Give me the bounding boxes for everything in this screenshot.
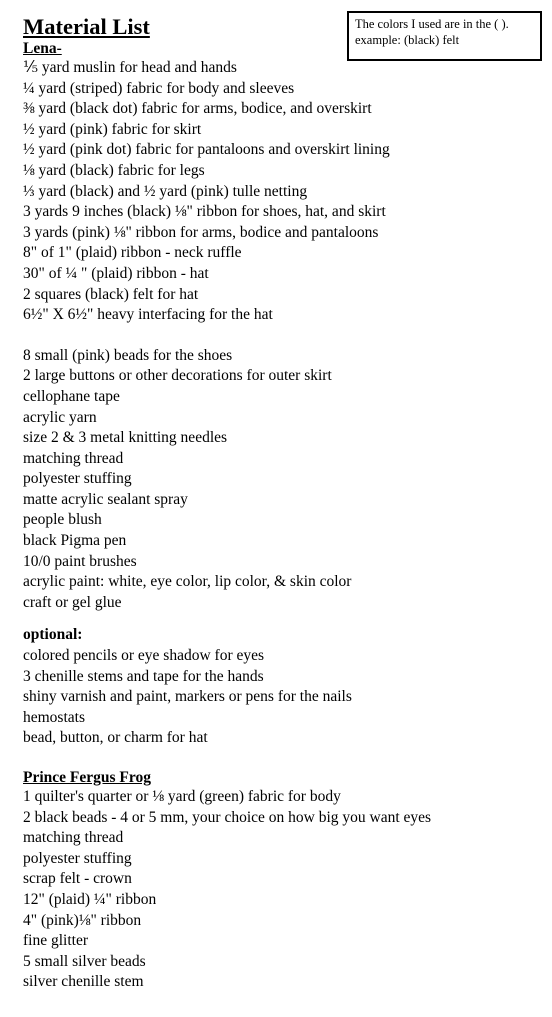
list-item: 2 black beads - 4 or 5 mm, your choice on how big you want eyes: [23, 808, 432, 826]
list-item: ⅕ yard muslin for head and hands: [23, 59, 237, 76]
list-item: ⅜ yard (black dot) fabric for arms, bodice, and overskirt: [23, 100, 372, 118]
list-item: 3 chenille stems and tape for the hands: [23, 667, 264, 685]
list-item: people blush: [23, 511, 102, 529]
list-item: polyester stuffing: [23, 470, 132, 488]
list-item: ¼ yard (striped) fabric for body and sleeves: [23, 79, 295, 97]
list-item: 3 yards 9 inches (black) ⅛" ribbon for shoes, hat, and skirt: [23, 203, 386, 221]
list-item: 4" (pink)⅛" ribbon: [23, 911, 142, 929]
list-item: matching thread: [23, 829, 124, 847]
list-item: silver chenille stem: [23, 973, 144, 991]
list-item: 10/0 paint brushes: [23, 552, 137, 570]
list-item: hemostats: [23, 708, 85, 726]
list-item: craft or gel glue: [23, 593, 122, 611]
list-item: 8" of 1" (plaid) ribbon - neck ruffle: [23, 244, 242, 262]
material-list-page: [23, 14, 543, 993]
list-item: ½ yard (pink) fabric for skirt: [23, 120, 202, 138]
lena-heading: Lena-: [23, 40, 62, 57]
spacer: [23, 326, 543, 346]
list-item: 12" (plaid) ¼" ribbon: [23, 890, 157, 908]
lena-supplies-list: [23, 346, 543, 614]
list-item: size 2 & 3 metal knitting needles: [23, 429, 228, 447]
spacer: [23, 749, 543, 769]
color-note-line-1: The colors I used are in the ( ).: [355, 17, 509, 31]
spacer: [23, 613, 543, 625]
frog-heading: Prince Fergus Frog: [23, 769, 151, 786]
list-item: 30" of ¼ " (plaid) ribbon - hat: [23, 264, 209, 282]
frog-list: [23, 787, 543, 993]
list-item: ⅓ yard (black) and ½ yard (pink) tulle netting: [23, 182, 308, 200]
list-item: acrylic paint: white, eye color, lip color, & skin color: [23, 573, 352, 591]
list-item: fine glitter: [23, 932, 88, 950]
list-item: 3 yards (pink) ⅛" ribbon for arms, bodice and pantaloons: [23, 223, 379, 241]
list-item: cellophane tape: [23, 387, 120, 405]
frog-section: [23, 769, 543, 993]
list-item: bead, button, or charm for hat: [23, 729, 208, 747]
list-item: 5 small silver beads: [23, 952, 146, 970]
list-item: polyester stuffing: [23, 849, 132, 867]
list-item: acrylic yarn: [23, 408, 97, 426]
list-item: 6½" X 6½" heavy interfacing for the hat: [23, 306, 273, 324]
list-item: 2 large buttons or other decorations for outer skirt: [23, 367, 332, 385]
list-item: black Pigma pen: [23, 532, 127, 550]
list-item: 8 small (pink) beads for the shoes: [23, 346, 233, 364]
list-item: 1 quilter's quarter or ⅛ yard (green) fabric for body: [23, 788, 341, 805]
list-item: shiny varnish and paint, markers or pens for the nails: [23, 688, 352, 706]
page-title: Material List: [23, 14, 150, 39]
list-item: scrap felt - crown: [23, 870, 132, 888]
list-item: matching thread: [23, 449, 124, 467]
list-item: colored pencils or eye shadow for eyes: [23, 647, 265, 665]
list-item: ½ yard (pink dot) fabric for pantaloons and overskirt lining: [23, 141, 390, 159]
lena-section: [23, 40, 543, 613]
optional-section: [23, 625, 543, 749]
lena-fabric-list: [23, 58, 543, 326]
optional-heading: optional:: [23, 626, 83, 644]
color-note-line-2: example: (black) felt: [355, 33, 460, 47]
list-item: ⅛ yard (black) fabric for legs: [23, 161, 205, 179]
optional-list: [23, 646, 543, 749]
list-item: matte acrylic sealant spray: [23, 490, 188, 508]
list-item: 2 squares (black) felt for hat: [23, 285, 199, 303]
